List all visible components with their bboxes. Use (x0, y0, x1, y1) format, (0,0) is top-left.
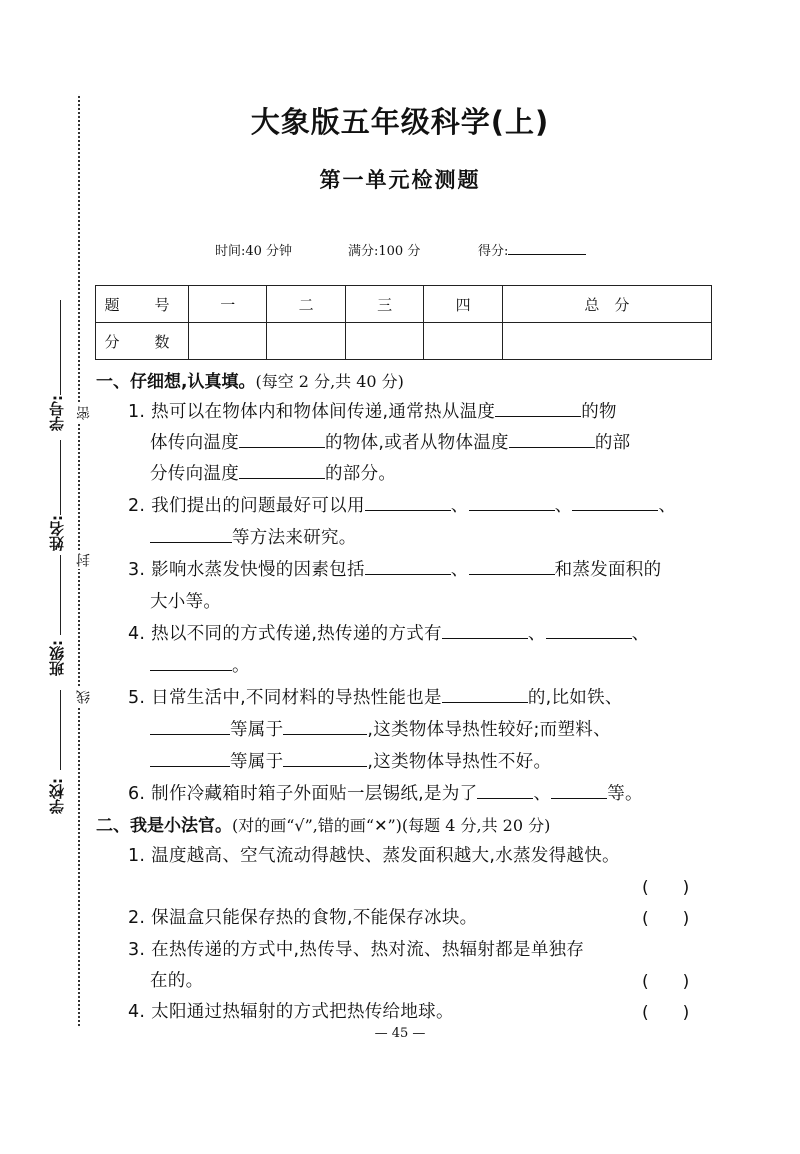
q1-line3: 分传向温度 的部分。 (150, 464, 397, 484)
score-table-score-row (96, 323, 712, 360)
q2-line2: 等方法来研究。 (150, 524, 357, 549)
q3-line2: 大小等。 (150, 592, 222, 612)
school-label: 学校: (48, 778, 66, 814)
q6-line: 6. 制作冷藏箱时箱子外面贴一层锡纸,是为了 、 等。 (128, 784, 643, 804)
tf-answer-box-4[interactable]: ( ) (642, 1003, 690, 1023)
line-mark: 线 (76, 690, 92, 704)
class-label: 班级: (48, 640, 66, 676)
answer-blank[interactable] (283, 750, 367, 767)
score-row-label: 分 数 (96, 323, 189, 360)
answer-blank[interactable] (365, 494, 451, 511)
time-info: 时间:40 分钟 (215, 244, 293, 259)
score-cell[interactable] (267, 323, 345, 360)
q4-line1: 4. 热以不同的方式传递,热传递的方式有 、 、 (128, 624, 650, 644)
score-label: 得分: (478, 244, 509, 259)
score-table-header-row (96, 286, 712, 323)
answer-blank[interactable] (239, 431, 325, 448)
header-cell: 题 号 (96, 286, 189, 323)
header-cell: 三 (345, 286, 423, 323)
full-score-info: 满分:100 分 (348, 244, 421, 259)
q5-line3: 等属于 ,这类物体导热性不好。 (150, 748, 551, 773)
section1-heading (96, 367, 404, 392)
score-cell[interactable] (502, 323, 711, 360)
score-table (95, 285, 712, 360)
answer-blank[interactable] (509, 431, 595, 448)
header-cell: 一 (189, 286, 267, 323)
class-fill-line (60, 690, 61, 770)
tf-answer-box-1[interactable]: ( ) (642, 878, 690, 898)
q2-line1: 2. 我们提出的问题最好可以用 、 、 、 (128, 496, 677, 516)
tf-q4: 4. 太阳通过热辐射的方式把热传给地球。 (128, 1002, 454, 1022)
header-cell: 二 (267, 286, 345, 323)
q5-line2: 等属于 ,这类物体导热性较好;而塑料、 (150, 716, 611, 741)
section1-title: 一、仔细想,认真填。 (96, 372, 256, 392)
tf-answer-box-2[interactable]: ( ) (642, 909, 690, 929)
answer-blank[interactable] (572, 494, 658, 511)
page-subtitle: 第一单元检测题 (319, 168, 481, 192)
student-no-fill-line-2 (60, 440, 61, 515)
score-info (478, 240, 586, 259)
tf-q3-line1: 3. 在热传递的方式中,热传导、热对流、热辐射都是单独存 (128, 940, 585, 960)
section2-note: (对的画“√”,错的画“✕”)(每题 4 分,共 20 分) (232, 816, 551, 835)
answer-blank[interactable] (469, 558, 555, 575)
tf-answer-box-3[interactable]: ( ) (642, 972, 690, 992)
header-cell: 四 (424, 286, 502, 323)
section2-heading (96, 811, 550, 836)
seal-mark: 密 (76, 406, 92, 420)
score-cell[interactable] (424, 323, 502, 360)
answer-blank[interactable] (239, 462, 325, 479)
answer-blank[interactable] (150, 750, 230, 767)
q4-line2: 。 (150, 652, 250, 677)
score-cell[interactable] (189, 323, 267, 360)
section1-note: (每空 2 分,共 40 分) (255, 372, 404, 391)
q5-line1: 5. 日常生活中,不同材料的导热性能也是 的,比如铁、 (128, 688, 623, 708)
fold-mark: 封 (76, 553, 92, 567)
answer-blank[interactable] (546, 622, 632, 639)
tf-q1: 1. 温度越高、空气流动得越快、蒸发面积越大,水蒸发得越快。 (128, 846, 620, 866)
answer-blank[interactable] (150, 718, 230, 735)
answer-blank[interactable] (283, 718, 367, 735)
q1-line2: 体传向温度 的物体,或者从物体温度 的部 (150, 433, 631, 453)
answer-blank[interactable] (442, 686, 528, 703)
answer-blank[interactable] (150, 654, 232, 671)
answer-blank[interactable] (150, 526, 232, 543)
score-cell[interactable] (345, 323, 423, 360)
answer-blank[interactable] (551, 782, 607, 799)
header-cell: 总 分 (502, 286, 711, 323)
tf-q2: 2. 保温盒只能保存热的食物,不能保存冰块。 (128, 908, 478, 928)
answer-blank[interactable] (477, 782, 533, 799)
name-fill-line (60, 555, 61, 635)
page-number: — 45 — (374, 1026, 426, 1041)
answer-blank[interactable] (495, 400, 581, 417)
section2-title: 二、我是小法官。 (96, 816, 232, 836)
page-title: 大象版五年级科学(上) (250, 105, 550, 139)
q1-line1: 1. 热可以在物体内和物体间传递,通常热从温度 的物 (128, 402, 617, 422)
student-no-label: 学号: (48, 395, 66, 431)
answer-blank[interactable] (365, 558, 451, 575)
answer-blank[interactable] (469, 494, 555, 511)
tf-q3-line2: 在的。 (150, 971, 204, 991)
score-blank[interactable] (508, 242, 586, 255)
student-no-fill-line (60, 300, 61, 395)
name-label: 姓名: (48, 515, 66, 551)
answer-blank[interactable] (442, 622, 528, 639)
q3-line1: 3. 影响水蒸发快慢的因素包括 、 和蒸发面积的 (128, 560, 662, 580)
